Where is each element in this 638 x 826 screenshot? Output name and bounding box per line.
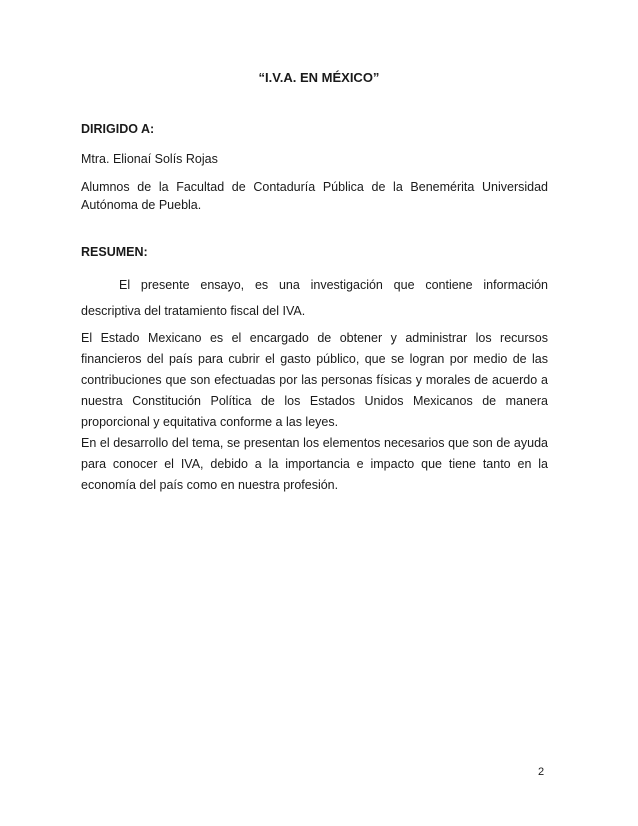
recipient-teacher: Mtra. Elionaí Solís Rojas [81, 152, 218, 166]
recipient-students: Alumnos de la Facultad de Contaduría Pública de la Benemérita Universidad Autónoma de Puebla. [81, 180, 548, 212]
resumen-paragraph-3: En el desarrollo del tema, se presentan los elementos necesarios que son de ayuda para conocer el IVA, debido a la importancia e impacto que tiene tanto en la economía del país como en nuestra profesión. [81, 436, 548, 492]
resumen-paragraph-1: El presente ensayo, es una investigación que contiene información descriptiva del tratamiento fiscal del IVA. [81, 278, 548, 318]
dirigido-heading: DIRIGIDO A: [81, 122, 155, 136]
resumen-heading: RESUMEN: [81, 245, 148, 259]
page-number: 2 [538, 766, 545, 778]
document-title: “I.V.A. EN MÉXICO” [258, 70, 380, 85]
resumen-paragraph-2: El Estado Mexicano es el encargado de obtener y administrar los recursos financieros del país para cubrir el gasto público, que se logran por medio de las contribuciones que son efectuadas por las personas físicas y morales de acuerdo a nuestra Constitución Política de los Estados Unidos Mexicanos de manera proporcional y equitativa conforme a las leyes. [81, 331, 548, 429]
